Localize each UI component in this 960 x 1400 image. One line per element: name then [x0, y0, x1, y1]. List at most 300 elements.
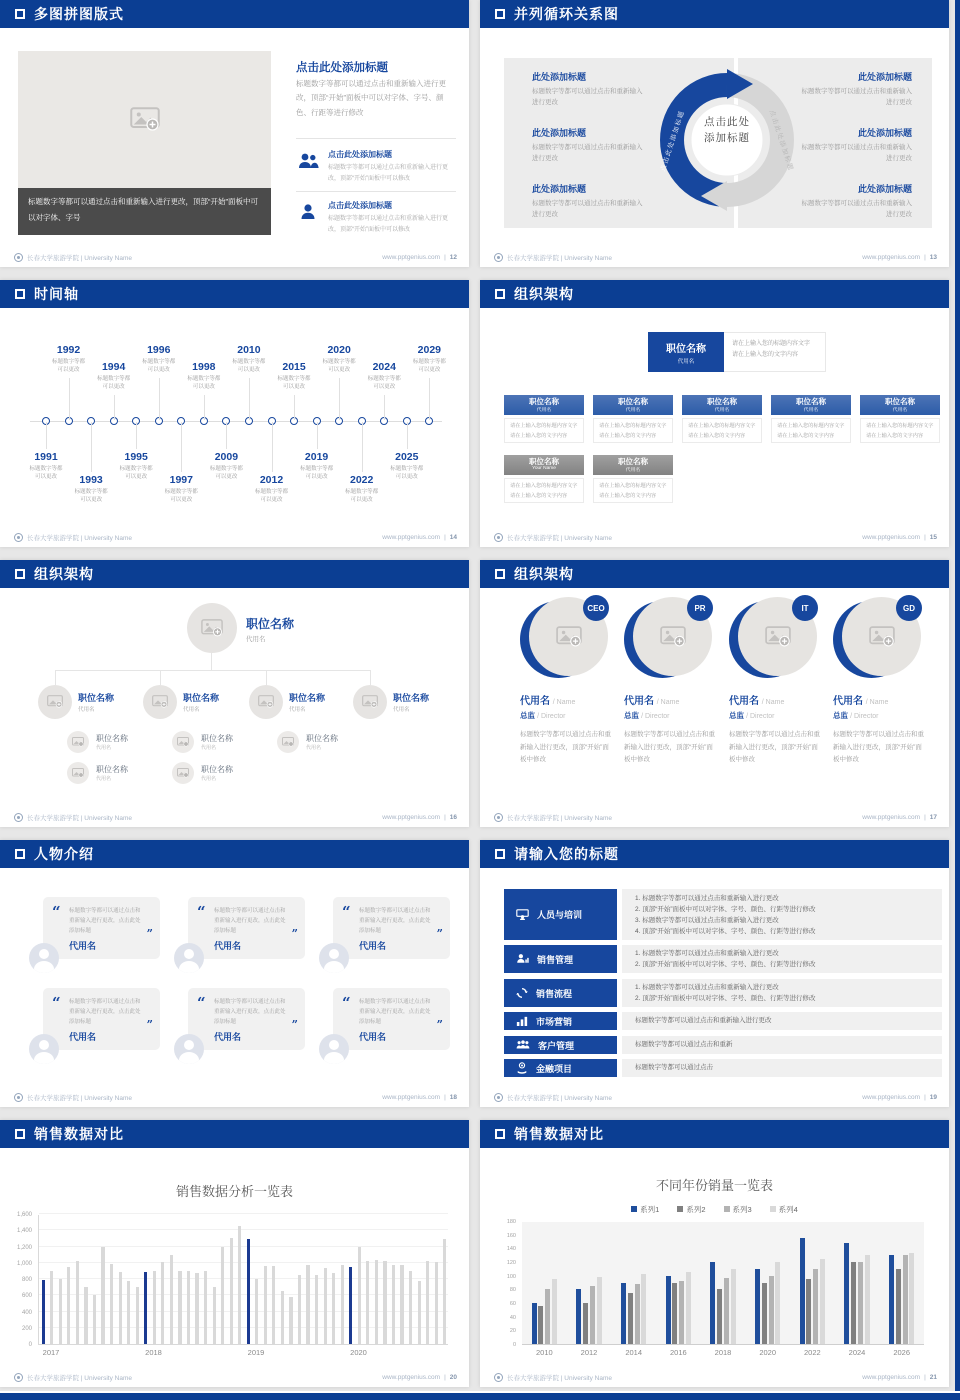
- subnode-photo-circle: [67, 762, 89, 784]
- bar: [851, 1262, 856, 1344]
- profile-card: [333, 988, 450, 1050]
- timeline-entry: 2020 标题数字等都 可以更改: [316, 344, 362, 375]
- subnode-subtitle: 代用名: [96, 776, 112, 782]
- legend-entry: 系列4: [770, 1204, 798, 1215]
- bar: [230, 1238, 233, 1344]
- bar: [813, 1269, 818, 1344]
- timeline-entry: 2019 标题数字等都 可以更改: [294, 451, 340, 482]
- university-logo-icon: [494, 533, 503, 542]
- slide-header: [480, 280, 949, 308]
- open-quote-icon: “: [342, 994, 351, 1012]
- chart-y-axis-labels: 0 200 400 600 800 1,000 1,200 1,400 1,600: [16, 1212, 32, 1348]
- agenda-text-panel: 1. 标题数字等都可以通过点击和重新输入进行更改 2. 顶部“开始”面板中可以对字体、字号、颜色、行距等进行修改: [622, 945, 942, 973]
- timeline-year: 2025: [395, 451, 419, 463]
- timeline-note: 标题数字等都: [97, 376, 131, 382]
- slide-18-thumbnail[interactable]: [0, 840, 469, 1107]
- org-position-box: [504, 455, 584, 475]
- org-node: [38, 685, 114, 719]
- slide-title: 请输入您的标题: [514, 846, 619, 862]
- bar: [349, 1267, 352, 1344]
- customers-icon: [516, 1040, 530, 1049]
- timeline-note: 标题数字等都: [29, 466, 63, 472]
- bar: [119, 1272, 122, 1344]
- cycle-right-item: [800, 126, 912, 164]
- x-axis-label: 2018: [714, 1348, 732, 1357]
- agenda-button-finance: 金融项目: [504, 1059, 617, 1077]
- timeline-note: 标题数字等都: [345, 489, 379, 495]
- x-axis-label: 2026: [893, 1348, 910, 1357]
- profile-text: 标题数字等都可以通过点击和重新输入进行更改，点击此处添加标题: [69, 908, 141, 934]
- university-logo-icon: [14, 533, 23, 542]
- avatar: [174, 1034, 204, 1064]
- timeline-entry: 1996 标题数字等都 可以更改: [136, 344, 182, 375]
- feature-text: 标题数字等都可以通过点击和重新输入进行更改，顶部“开始”面板中可以修改: [328, 216, 449, 233]
- team-member-card: [833, 597, 929, 767]
- bar: [909, 1253, 914, 1344]
- feature-item: [296, 200, 458, 236]
- agenda-button-sales-mgmt: 销售管理: [504, 945, 617, 973]
- profile-text: 标题数字等都可以通过点击和重新输入进行更改，点击此处添加标题: [359, 908, 431, 934]
- timeline-note: 标题数字等都: [254, 489, 288, 495]
- bar: [903, 1255, 908, 1344]
- feature-title: 点击此处添加标题: [328, 201, 392, 210]
- team-member-card: [520, 597, 616, 767]
- org-subnode: [172, 762, 233, 784]
- slide-header: [0, 280, 469, 308]
- salesperson-icon: [516, 953, 529, 964]
- university-logo-icon: [14, 253, 23, 262]
- bar: [686, 1272, 691, 1344]
- image-placeholder-icon: [869, 626, 895, 648]
- chart-title: 不同年份销量一览表: [655, 1178, 773, 1193]
- avatar: [319, 1034, 349, 1064]
- cycle-center-label: 点击此处 添加标题: [704, 116, 750, 144]
- slide-title: 人物介绍: [34, 846, 94, 862]
- image-caption: 标题数字等都可以通过点击和重新输入进行更改，顶部“开始”面板中可以对字体、字号: [18, 188, 271, 235]
- profile-card: [43, 988, 160, 1050]
- timeline-entry: 1997 标题数字等都 可以更改: [158, 474, 204, 505]
- x-axis-label: 2017: [42, 1348, 60, 1357]
- agenda-button-marketing: 市场营销: [504, 1012, 617, 1030]
- bar: [127, 1281, 130, 1344]
- bar: [844, 1243, 849, 1344]
- member-description: 标题数字等都可以通过点击和重新输入进行更改，顶部“开始”面板中修改: [624, 731, 715, 764]
- slide-header: [480, 840, 949, 868]
- timeline-year: 2009: [214, 451, 239, 463]
- square-bullet-icon: [15, 569, 25, 579]
- bar: [775, 1262, 780, 1344]
- timeline-note: 标题数字等都: [232, 359, 266, 365]
- item-text: 标题数字等都可以通过点击和重新输入进行更改: [532, 200, 643, 219]
- square-bullet-icon: [15, 849, 25, 859]
- page-number: 14: [449, 534, 457, 541]
- slide-title: 组织架构: [34, 566, 94, 582]
- timeline-entry: 1998 标题数字等都 可以更改: [181, 361, 227, 392]
- bar: [889, 1255, 894, 1344]
- member-name: 代用名: [833, 696, 863, 707]
- member-name: 代用名: [729, 696, 759, 707]
- position-desc: 请在上输入您的标题内容文字 请在上输入您的文字内容: [771, 418, 851, 443]
- bar: [187, 1271, 190, 1344]
- slide-title: 时间轴: [34, 286, 79, 302]
- position-desc: 请在上输入您的标题内容文字 请在上输入您的文字内容: [682, 418, 762, 443]
- position-subtitle: 代用名: [536, 408, 552, 413]
- member-role: 总监: [520, 711, 535, 720]
- bar: [204, 1271, 207, 1344]
- bar: [341, 1265, 344, 1344]
- timeline-entry: 2012 标题数字等都 可以更改: [249, 474, 295, 505]
- bar: [358, 1247, 361, 1344]
- slide-footer: 长春大学旅游学院 | University Name www.pptgenius.com | 16: [14, 813, 457, 822]
- training-icon: [516, 909, 529, 920]
- slide-17-thumbnail[interactable]: [480, 560, 949, 827]
- square-bullet-icon: [495, 9, 505, 19]
- slide-15-thumbnail[interactable]: [480, 280, 949, 547]
- close-quote-icon: ”: [146, 927, 153, 940]
- divider: [296, 191, 456, 192]
- bar: [635, 1284, 640, 1344]
- timeline-year: 2019: [304, 451, 329, 463]
- page-number: 17: [929, 814, 937, 821]
- feature-item: [296, 149, 458, 185]
- timeline-note: 标题数字等都: [412, 359, 446, 365]
- bar: [418, 1281, 421, 1344]
- profile-card: [188, 988, 305, 1050]
- x-axis-label: 2024: [848, 1348, 866, 1357]
- bar: [545, 1289, 550, 1344]
- image-placeholder-icon: [258, 695, 274, 708]
- bar: [93, 1295, 96, 1344]
- member-photo: [624, 597, 714, 679]
- subnode-title: 职位名称: [306, 734, 338, 743]
- item-title: 此处添加标题: [857, 184, 912, 194]
- bar: [590, 1286, 595, 1344]
- arc-label-right: 点击此处添加标题: [767, 109, 795, 173]
- image-placeholder-icon: [765, 626, 791, 648]
- bar: [375, 1260, 378, 1344]
- bar: [144, 1272, 147, 1344]
- org-top-box: 职位名称 代用名: [648, 332, 724, 372]
- timeline-entry: 1994 标题数字等都 可以更改: [91, 361, 137, 392]
- subnode-photo-circle: [67, 731, 89, 753]
- bar: [170, 1255, 173, 1344]
- node-title: 职位名称: [78, 693, 115, 703]
- node-title: 职位名称: [393, 693, 430, 703]
- university-logo-icon: [494, 813, 503, 822]
- close-quote-icon: ”: [291, 927, 298, 940]
- image-placeholder-icon: [556, 626, 582, 648]
- timeline-year: 2029: [417, 344, 442, 356]
- timeline-year: 1992: [56, 344, 81, 356]
- university-logo-icon: [494, 1093, 503, 1102]
- timeline-note: 标题数字等都: [209, 466, 243, 472]
- timeline-note: 标题数字等都: [119, 466, 153, 472]
- image-placeholder-icon: [282, 737, 294, 747]
- square-bullet-icon: [495, 569, 505, 579]
- item-title: 此处添加标题: [857, 128, 912, 138]
- profile-card: [43, 897, 160, 959]
- chart-title: 销售数据分析一览表: [175, 1184, 293, 1199]
- slide-footer: 长春大学旅游学院 | University Name www.pptgenius.com | 18: [14, 1093, 457, 1102]
- slide-footer: 长春大学旅游学院 | University Name www.pptgenius.com | 21: [494, 1373, 937, 1382]
- member-role: 总监: [833, 711, 848, 720]
- node-subtitle: 代用名: [183, 707, 200, 713]
- org-node: [353, 685, 429, 719]
- subnode-subtitle: 代用名: [96, 745, 112, 751]
- bar: [672, 1283, 677, 1345]
- timeline-year: 1994: [101, 361, 126, 373]
- image-placeholder: [18, 51, 271, 188]
- member-role-en: / Director: [850, 713, 879, 720]
- image-placeholder-icon: [177, 737, 189, 747]
- bar: [538, 1306, 543, 1344]
- node-subtitle: 代用名: [393, 707, 410, 713]
- subnode-subtitle: 代用名: [306, 745, 322, 751]
- position-subtitle: Your Name: [532, 466, 556, 471]
- bar: [383, 1261, 386, 1344]
- subnode-title: 职位名称: [96, 765, 128, 774]
- bar: [800, 1238, 805, 1344]
- open-quote-icon: “: [52, 994, 61, 1012]
- open-quote-icon: “: [197, 994, 206, 1012]
- item-text: 标题数字等都可以通过点击和重新输入进行更改: [801, 88, 912, 107]
- university-name: 长春大学旅游学院 | University Name: [27, 255, 132, 262]
- profile-cards: [0, 868, 469, 1107]
- timeline-note: 标题数字等都: [300, 466, 334, 472]
- university-logo-icon: [494, 253, 503, 262]
- timeline-below: [0, 308, 469, 547]
- bar: [289, 1297, 292, 1344]
- position-title: 职位名称: [618, 457, 648, 466]
- item-text: 标题数字等都可以通过点击和重新输入进行更改: [801, 200, 912, 219]
- page-number: 20: [449, 1374, 457, 1381]
- bar: [247, 1239, 250, 1344]
- slide-19-thumbnail[interactable]: [480, 840, 949, 1107]
- position-title: 职位名称: [885, 397, 915, 406]
- position-subtitle: 代用名: [625, 468, 641, 473]
- timeline-year: 2022: [350, 474, 374, 486]
- bar: [213, 1287, 216, 1344]
- bar: [281, 1291, 284, 1344]
- cycle-diagram: [652, 65, 802, 215]
- bar: [67, 1267, 70, 1344]
- bar: [110, 1264, 113, 1344]
- position-subtitle: 代用名: [625, 408, 641, 413]
- bar: [443, 1239, 446, 1344]
- finance-coin-hand-icon: [516, 1062, 528, 1074]
- subnode-photo-circle: [172, 731, 194, 753]
- x-axis-label: 2019: [247, 1348, 265, 1357]
- profile-name: 代用名: [214, 1032, 242, 1042]
- timeline-year: 1995: [124, 451, 148, 463]
- item-title: 此处添加标题: [857, 72, 912, 82]
- agenda-button-customers: 客户管理: [504, 1036, 617, 1054]
- member-name: 代用名: [624, 696, 654, 707]
- bar: [315, 1275, 318, 1344]
- grouped-bar-chart-plot: [522, 1222, 924, 1357]
- member-name: 代用名: [520, 696, 550, 707]
- position-title: 职位名称: [796, 397, 826, 406]
- cropped-right-edge: [955, 0, 960, 1400]
- square-bullet-icon: [15, 9, 25, 19]
- bar: [306, 1265, 309, 1344]
- timeline-note: 标题数字等都: [367, 376, 401, 382]
- page-number: 21: [929, 1374, 937, 1381]
- member-name-en: / Name: [656, 699, 680, 706]
- slide-footer: 长春大学旅游学院 | University Name www.pptgenius.com | 15: [494, 533, 937, 542]
- bar: [272, 1266, 275, 1344]
- node-photo-circle: [249, 685, 283, 719]
- timeline-entry: 2024 标题数字等都 可以更改: [361, 361, 407, 392]
- bar: [238, 1226, 241, 1344]
- agenda-text-panel: 1. 标题数字等都可以通过点击和重新输入进行更改 2. 顶部“开始”面板中可以对字体、字号、颜色、行距等进行修改: [622, 979, 942, 1007]
- timeline-note: 标题数字等都: [74, 489, 108, 495]
- slide-title: 多图拼图版式: [34, 6, 124, 22]
- member-name-en: / Name: [865, 699, 889, 706]
- arc-label-left: 点击此处添加标题: [659, 109, 687, 173]
- position-title: 职位名称: [707, 397, 737, 406]
- bar: [153, 1271, 156, 1344]
- image-placeholder-icon: [660, 626, 686, 648]
- timeline-year: 1996: [147, 344, 171, 356]
- team-member-card: [624, 597, 720, 767]
- item-text: 标题数字等都可以通过点击和重新输入进行更改: [801, 144, 912, 163]
- bar: [264, 1266, 267, 1344]
- slide-12-thumbnail[interactable]: [0, 0, 469, 267]
- timeline-note: 标题数字等都: [142, 359, 176, 365]
- position-title: 职位名称: [529, 457, 559, 466]
- timeline-note: 标题数字等都: [277, 376, 311, 382]
- slide-16-thumbnail[interactable]: [0, 560, 469, 827]
- square-bullet-icon: [15, 289, 25, 299]
- open-quote-icon: “: [342, 903, 351, 921]
- bar: [679, 1281, 684, 1344]
- profile-card: [188, 897, 305, 959]
- avatar: [174, 943, 204, 973]
- node-subtitle: 代用名: [289, 707, 306, 713]
- x-axis-label: 2020: [759, 1348, 776, 1357]
- position-subtitle: 代用名: [892, 408, 908, 413]
- bar: [552, 1279, 557, 1344]
- square-bullet-icon: [15, 1129, 25, 1139]
- bar: [392, 1265, 395, 1344]
- member-role-en: / Director: [746, 713, 775, 720]
- section-paragraph: 标题数字等都可以通过点击和重新输入进行更改，顶部“开始”面板中可以对字体、字号、颜色、行距等进行修改: [296, 79, 446, 117]
- position-desc: 请在上输入您的标题内容文字 请在上输入您的文字内容: [593, 478, 673, 503]
- item-title: 此处添加标题: [532, 184, 587, 194]
- page-number: 16: [449, 814, 457, 821]
- timeline-entry: 2029 标题数字等都 可以更改: [406, 344, 452, 375]
- x-axis-label: 2014: [625, 1348, 642, 1357]
- org-gray-row: [480, 308, 949, 547]
- member-role-en: / Director: [641, 713, 670, 720]
- bar: [59, 1279, 62, 1344]
- member-name-en: / Name: [552, 699, 576, 706]
- avatar: [29, 1034, 59, 1064]
- item-text: 标题数字等都可以通过点击和重新输入进行更改: [532, 144, 643, 163]
- bar: [666, 1276, 671, 1344]
- legend-entry: 系列2: [677, 1204, 705, 1215]
- member-photo: [520, 597, 610, 679]
- profile-text: 标题数字等都可以通过点击和重新输入进行更改，点击此处添加标题: [69, 999, 141, 1025]
- image-placeholder-icon: [152, 695, 168, 708]
- bar: [298, 1275, 301, 1344]
- legend-entry: 系列1: [631, 1204, 659, 1215]
- image-placeholder-icon: [130, 107, 160, 132]
- slide-header: [0, 560, 469, 588]
- timeline-note: 标题数字等都: [187, 376, 221, 382]
- bar: [76, 1261, 79, 1344]
- member-photo: [729, 597, 819, 679]
- slide-header: [480, 1120, 949, 1148]
- node-photo-circle: [38, 685, 72, 719]
- timeline-note: 标题数字等都: [164, 489, 198, 495]
- position-title: 职位名称: [529, 397, 559, 406]
- bar: [409, 1271, 412, 1344]
- bar: [621, 1283, 626, 1345]
- bar: [435, 1262, 438, 1344]
- org-subnode: [277, 731, 338, 753]
- member-description: 标题数字等都可以通过点击和重新输入进行更改，顶部“开始”面板中修改: [833, 731, 924, 764]
- profile-text: 标题数字等都可以通过点击和重新输入进行更改，点击此处添加标题: [214, 999, 286, 1025]
- timeline-year: 1997: [169, 474, 193, 486]
- bar: [755, 1269, 760, 1344]
- member-role: 总监: [624, 711, 639, 720]
- slide-title: 销售数据对比: [34, 1126, 124, 1142]
- item-title: 此处添加标题: [532, 72, 587, 82]
- bar: [101, 1247, 104, 1345]
- slide-title: 组织架构: [514, 566, 574, 582]
- bar: [865, 1255, 870, 1344]
- slide-14-thumbnail[interactable]: [0, 280, 469, 547]
- section-heading: 点击此处添加标题: [296, 62, 388, 74]
- bar: [84, 1287, 87, 1344]
- timeline-note: 标题数字等都: [52, 359, 86, 365]
- timeline-year: 1993: [79, 474, 103, 486]
- feature-title: 点击此处添加标题: [328, 150, 392, 159]
- slide-20-thumbnail[interactable]: [0, 1120, 469, 1387]
- org-node: [249, 685, 325, 719]
- slide-21-thumbnail[interactable]: [480, 1120, 949, 1387]
- close-quote-icon: ”: [436, 927, 443, 940]
- org-subnode: [67, 762, 128, 784]
- agenda-text-panel: 标题数字等都可以通过点击和重新输入进行更改: [622, 1012, 942, 1030]
- slide-header: [480, 0, 949, 28]
- slide-13-thumbnail[interactable]: [480, 0, 949, 267]
- bar: [426, 1261, 429, 1344]
- slide-header: [480, 560, 949, 588]
- agenda-text-panel: 标题数字等都可以通过点击: [622, 1059, 942, 1077]
- org-root-label: 职位名称 代用名: [246, 617, 295, 643]
- agenda-button-sales-process: 销售流程: [504, 979, 617, 1007]
- page-number: 13: [929, 254, 937, 261]
- node-subtitle: 代用名: [78, 707, 95, 713]
- bar: [42, 1280, 45, 1344]
- profile-name: 代用名: [214, 941, 242, 951]
- bar-chart-icon: [516, 1016, 528, 1026]
- cropped-bottom-edge: [0, 1391, 960, 1400]
- team-members: [480, 588, 949, 827]
- x-axis-label: 2016: [669, 1348, 687, 1357]
- role-badge: PR: [687, 595, 713, 621]
- university-logo-icon: [14, 813, 23, 822]
- profile-name: 代用名: [69, 1032, 97, 1042]
- square-bullet-icon: [495, 1129, 505, 1139]
- slide-footer: 长春大学旅游学院 | University Name www.pptgenius.com | 17: [494, 813, 937, 822]
- timeline-entry: 2025 标题数字等都 可以更改: [384, 451, 430, 482]
- image-placeholder-icon: [72, 768, 84, 778]
- member-photo: [833, 597, 923, 679]
